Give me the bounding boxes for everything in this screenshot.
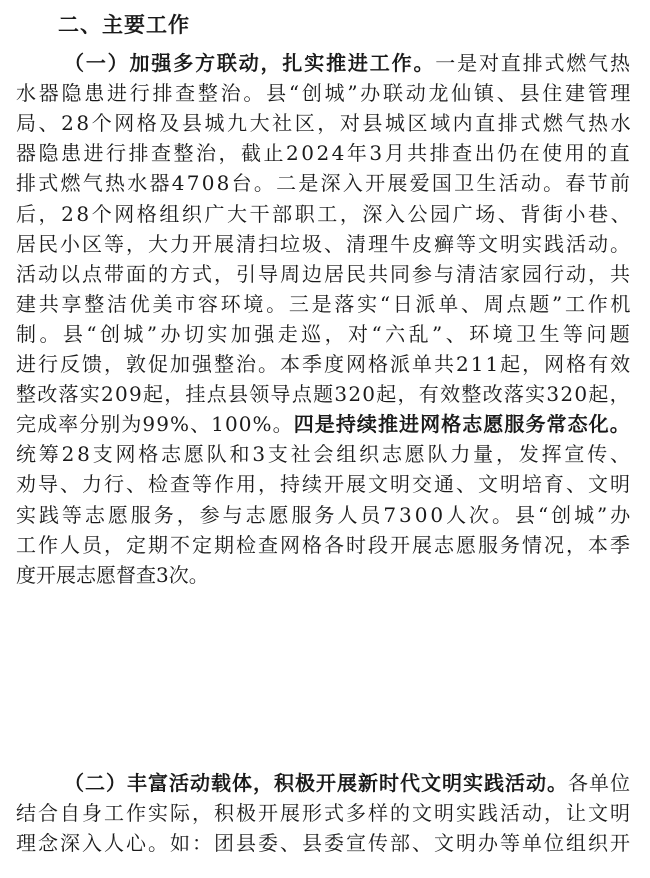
text-line [16,379,631,409]
text-line [16,229,632,259]
text-line [16,798,632,828]
text-line [16,168,632,198]
body-text: 后，28个网格组织广大干部职工，深入公园广场、背街小巷、 [16,201,634,226]
body-text: 完成率分别为99%、100%。 [16,412,294,437]
text-line [16,138,632,168]
body-text: 度开展志愿督查3次。 [16,562,209,587]
body-text: 居民小区等，大力开展清扫垃圾、清理牛皮癣等文明实践活动。 [16,231,632,256]
text-line [16,828,632,858]
text-line [16,259,632,289]
body-text: 劝导、力行、检查等作用，持续开展文明交通、文明培育、文明 [16,472,632,497]
text-line [16,500,633,530]
body-text: 建共享整洁优美市容环境。三是落实“日派单、周点题”工作机 [16,291,634,316]
text-line [16,199,633,229]
body-text: 整改落实209起，挂点县领导点题320起，有效整改落实320起， [16,382,631,407]
body-text: 实践等志愿服务，参与志愿服务人员7300人次。县“创城”办 [16,502,634,527]
text-line [16,409,631,439]
text-line [16,319,633,349]
body-text: 各单位 [568,771,631,795]
emphasis-text: （一）加强多方联动，扎实推进工作。 [64,51,436,75]
body-text: 统筹28支网格志愿队和3支社会组织志愿队力量，发挥宣传、 [16,442,633,467]
section-heading: 二、主要工作 [58,13,190,37]
emphasis-text: （二）丰富活动载体，积极开展新时代文明实践活动。 [64,771,568,795]
text-line [16,78,633,108]
body-text: 局、28个网格及县城九大社区，对县城区域内直排式燃气热水 [16,111,634,136]
body-text: 工作人员，定期不定期检查网格各时段开展志愿服务情况，本季 [16,532,632,557]
text-line [16,289,633,319]
emphasis-text: 四是持续推进网格志愿服务常态化。 [293,412,631,437]
text-line [16,349,632,379]
body-text: 一是对直排式燃气热 [435,51,632,75]
body-text: 器隐患进行排查整治，截止2024年3月共排查出仍在使用的直 [16,141,633,166]
text-line [16,560,209,590]
body-text: 排式燃气热水器4708台。二是深入开展爱国卫生活动。春节前 [16,171,633,196]
body-text: 理念深入人心。如：团县委、县委宣传部、文明办等单位组织开 [16,831,632,856]
text-line [16,530,632,560]
body-text: 活动以点带面的方式，引导周边居民共同参与清洁家园行动，共 [16,261,632,286]
body-text: 制。县“创城”办切实加强走巡，对“六乱”、环境卫生等问题 [16,321,634,346]
text-line [16,108,633,138]
text-line [64,768,631,798]
body-text: 水器隐患进行排查整治。县“创城”办联动龙仙镇、县住建管理 [16,81,634,106]
text-line [16,439,633,469]
text-line [16,469,632,499]
body-text: 结合自身工作实际，积极开展形式多样的文明实践活动，让文明 [16,801,632,826]
body-text: 进行反馈，敦促加强整治。本季度网格派单共211起，网格有效 [16,352,633,376]
text-line [64,48,632,78]
